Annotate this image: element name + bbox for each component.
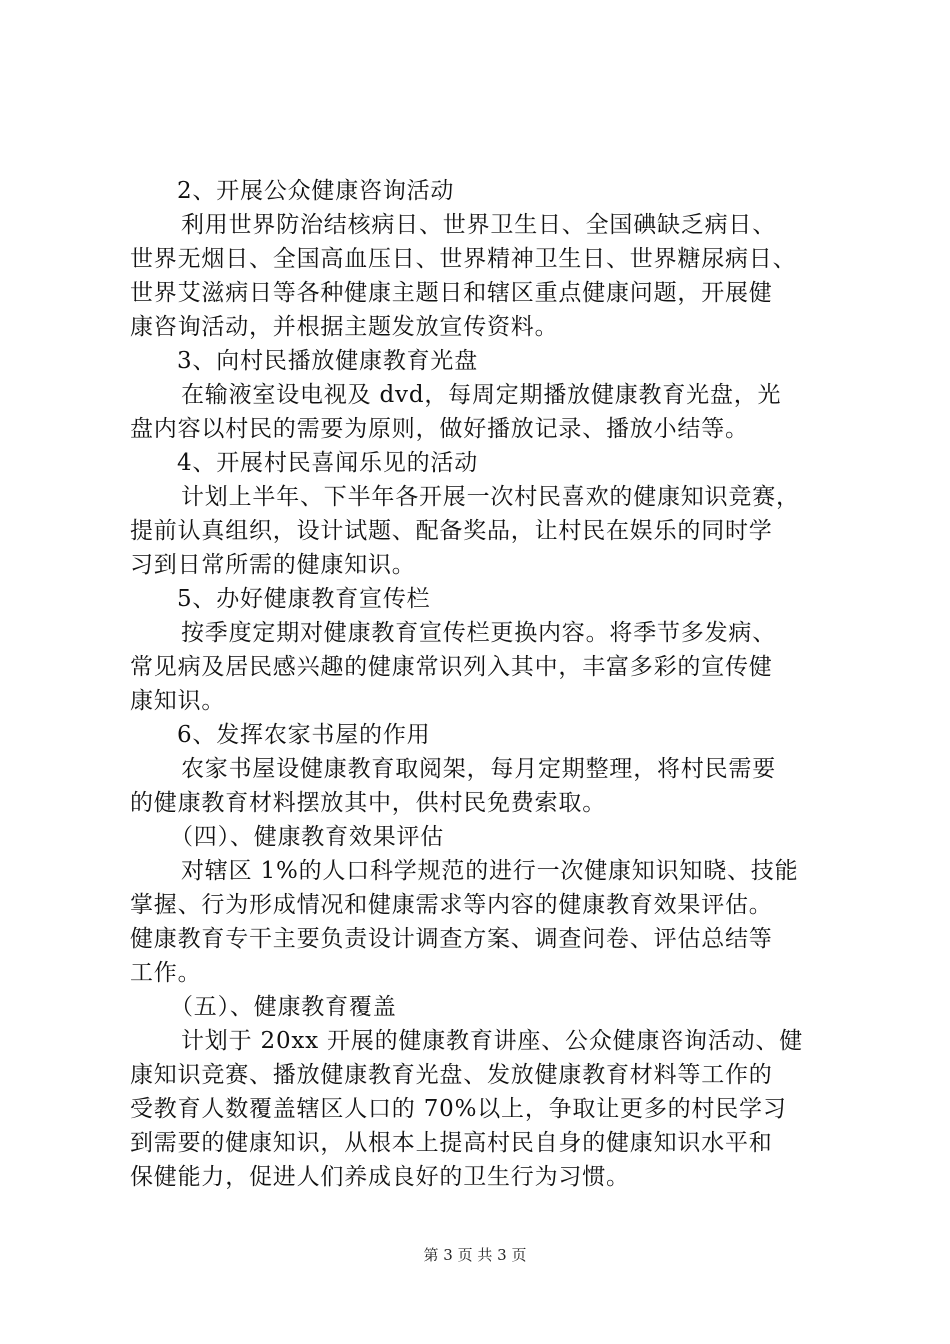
section-title: （四）、健康教育效果评估 bbox=[170, 824, 445, 850]
paragraph-line: 世界无烟日、全国高血压日、世界精神卫生日、世界糖尿病日、 bbox=[130, 246, 797, 272]
paragraph-line: 工作。 bbox=[130, 960, 202, 986]
paragraph-line: 常见病及居民感兴趣的健康常识列入其中，丰富多彩的宣传健 bbox=[130, 654, 773, 680]
section-heading: 2、开展公众健康咨询活动 bbox=[177, 178, 455, 204]
paragraph-line: 的健康教育材料摆放其中，供村民免费索取。 bbox=[130, 790, 606, 816]
paragraph-line: 掌握、行为形成情况和健康需求等内容的健康教育效果评估。 bbox=[130, 892, 773, 918]
paragraph-line: 康咨询活动，并根据主题发放宣传资料。 bbox=[130, 314, 559, 340]
paragraph-line: 世界艾滋病日等各种健康主题日和辖区重点健康问题，开展健 bbox=[130, 280, 773, 306]
paragraph-line: 受教育人数覆盖辖区人口的 70%以上，争取让更多的村民学习 bbox=[130, 1096, 787, 1122]
paragraph-line: 盘内容以村民的需要为原则，做好播放记录、播放小结等。 bbox=[130, 416, 749, 442]
paragraph-line: 在输液室设电视及 dvd，每周定期播放健康教育光盘，光 bbox=[181, 382, 782, 408]
paragraph-line: 健康教育专干主要负责设计调查方案、调查问卷、评估总结等 bbox=[130, 926, 773, 952]
section-heading: 5、办好健康教育宣传栏 bbox=[177, 586, 431, 612]
section-heading: 3、向村民播放健康教育光盘 bbox=[177, 348, 479, 374]
paragraph-line: 康知识。 bbox=[130, 688, 226, 714]
paragraph-line: 康知识竞赛、播放健康教育光盘、发放健康教育材料等工作的 bbox=[130, 1062, 773, 1088]
paragraph-line: 计划于 20xx 开展的健康教育讲座、公众健康咨询活动、健 bbox=[181, 1028, 804, 1054]
paragraph-line: 计划上半年、下半年各开展一次村民喜欢的健康知识竞赛， bbox=[181, 484, 800, 510]
section-heading: 6、发挥农家书屋的作用 bbox=[177, 722, 431, 748]
paragraph-line: 到需要的健康知识，从根本上提高村民自身的健康知识水平和 bbox=[130, 1130, 773, 1156]
section-heading: 4、开展村民喜闻乐见的活动 bbox=[177, 450, 479, 476]
paragraph-line: 习到日常所需的健康知识。 bbox=[130, 552, 416, 578]
paragraph-line: 提前认真组织，设计试题、配备奖品，让村民在娱乐的同时学 bbox=[130, 518, 773, 544]
page-footer: 第 3 页 共 3 页 bbox=[423, 1246, 527, 1264]
paragraph-line: 利用世界防治结核病日、世界卫生日、全国碘缺乏病日、 bbox=[181, 212, 776, 238]
paragraph-line: 保健能力，促进人们养成良好的卫生行为习惯。 bbox=[130, 1164, 630, 1190]
document-body bbox=[130, 174, 830, 1194]
paragraph-line: 按季度定期对健康教育宣传栏更换内容。将季节多发病、 bbox=[181, 620, 776, 646]
section-title: （五）、健康教育覆盖 bbox=[170, 994, 397, 1020]
paragraph-line: 对辖区 1%的人口科学规范的进行一次健康知识知晓、技能 bbox=[181, 858, 799, 884]
paragraph-line: 农家书屋设健康教育取阅架，每月定期整理，将村民需要 bbox=[181, 756, 776, 782]
